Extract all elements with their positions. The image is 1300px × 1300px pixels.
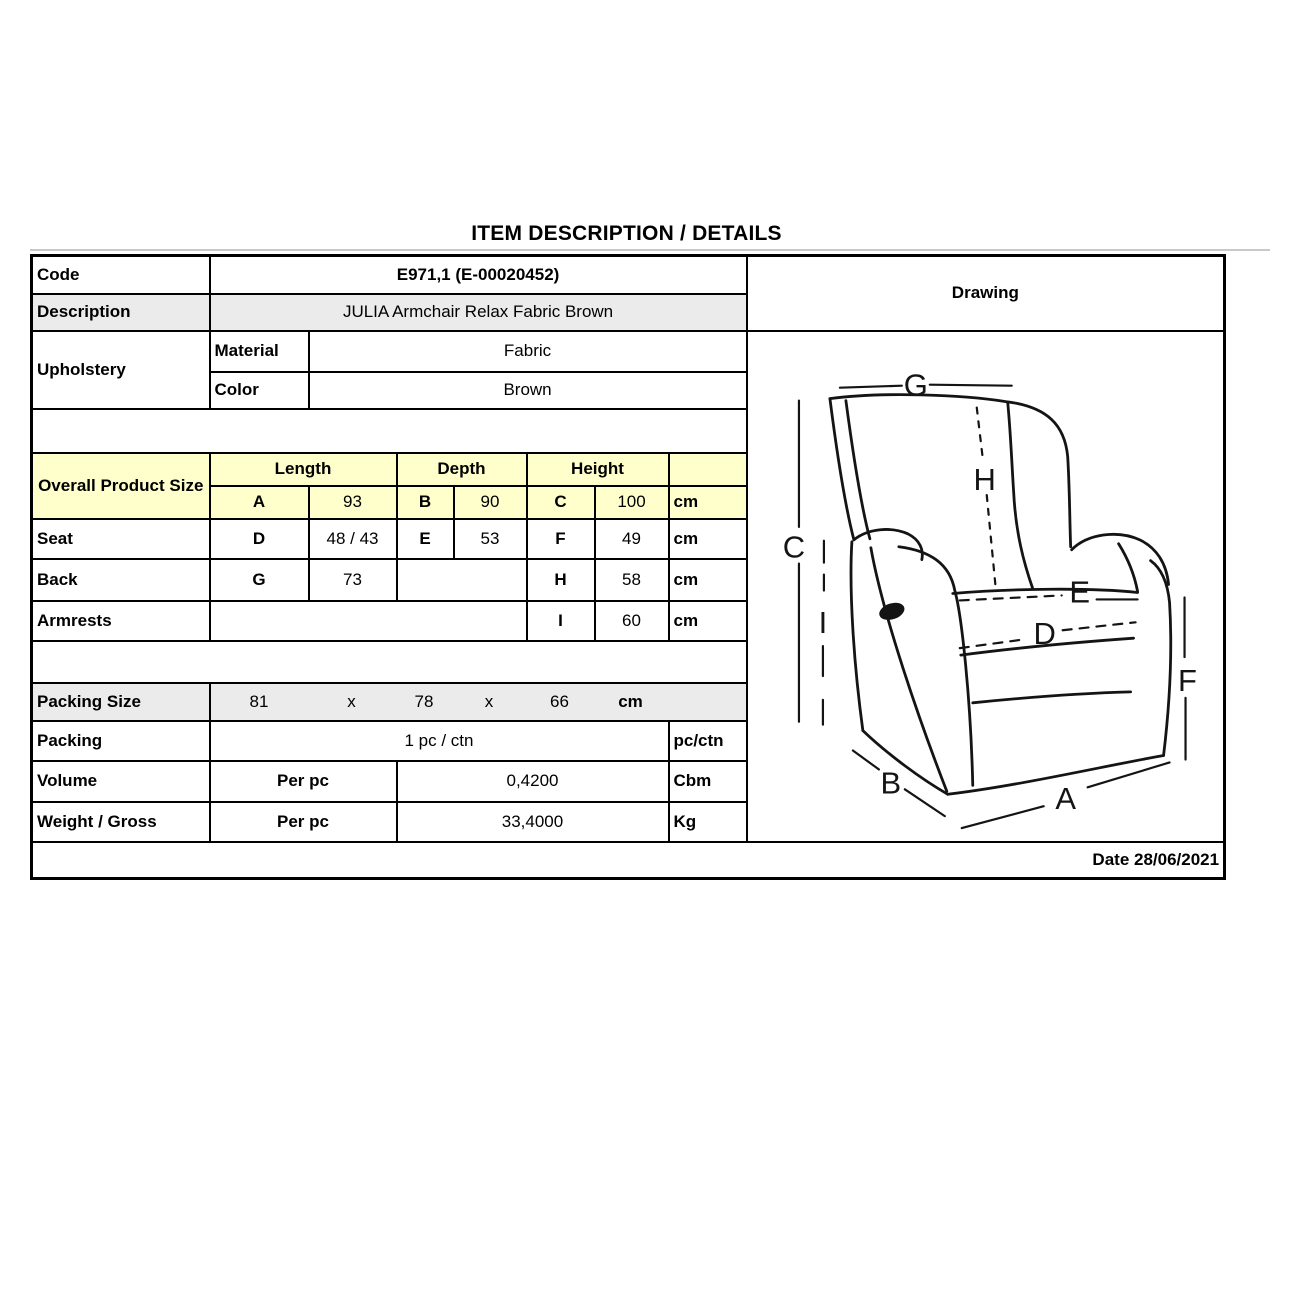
upholstery-label: Upholstery (32, 331, 210, 409)
back-depth-empty (397, 559, 527, 601)
volume-label: Volume (32, 761, 210, 802)
dim-label-B: B (880, 764, 901, 800)
weight-unit: Kg (669, 802, 747, 842)
armrests-label: Armrests (32, 601, 210, 641)
armrests-height-value: 60 (595, 601, 669, 641)
code-label: Code (32, 256, 210, 294)
packing-size-v3: 66 (550, 691, 569, 711)
spacer-row (32, 409, 747, 453)
armchair-outline (829, 394, 1170, 794)
volume-per: Per pc (210, 761, 397, 802)
size-header-length: Length (210, 453, 397, 486)
packing-size-unit: cm (618, 691, 643, 711)
size-section-label: Overall Product Size (32, 453, 210, 519)
size-header-depth: Depth (397, 453, 527, 486)
seat-length-value: 48 / 43 (309, 519, 397, 559)
dim-label-H: H (973, 461, 996, 497)
packing-size-values (210, 683, 747, 721)
seat-height-key: F (527, 519, 595, 559)
size-header-unit-spacer (669, 453, 747, 486)
color-value: Brown (309, 372, 747, 409)
overall-height-value: 100 (595, 486, 669, 519)
description-value: JULIA Armchair Relax Fabric Brown (210, 294, 747, 331)
dim-label-A: A (1054, 780, 1076, 816)
color-label: Color (210, 372, 309, 409)
spacer-row (32, 641, 747, 683)
armrests-unit: cm (669, 601, 747, 641)
packing-size-x1: x (347, 691, 356, 711)
description-label: Description (32, 294, 210, 331)
overall-length-key: A (210, 486, 309, 519)
packing-size-label: Packing Size (32, 683, 210, 721)
dim-label-G: G (903, 367, 928, 403)
packing-size-v1: 81 (249, 691, 269, 711)
armchair-drawing (748, 332, 1224, 841)
armrests-empty (210, 601, 527, 641)
dim-label-I: I (818, 604, 827, 640)
dim-label-E: E (1068, 573, 1090, 609)
overall-height-key: C (527, 486, 595, 519)
page-title: ITEM DESCRIPTION / DETAILS (471, 222, 782, 245)
weight-label: Weight / Gross (32, 802, 210, 842)
header-rule (30, 249, 1270, 251)
material-value: Fabric (309, 331, 747, 372)
back-height-key: H (527, 559, 595, 601)
overall-length-value: 93 (309, 486, 397, 519)
recliner-button-icon (877, 599, 907, 622)
seat-length-key: D (210, 519, 309, 559)
dim-label-F: F (1177, 662, 1197, 698)
code-value: E971,1 (E-00020452) (210, 256, 747, 294)
overall-unit: cm (669, 486, 747, 519)
back-length-key: G (210, 559, 309, 601)
packing-value: 1 pc / ctn (210, 721, 669, 761)
dim-label-C: C (782, 529, 805, 565)
packing-size-v2: 78 (414, 691, 434, 711)
packing-unit: pc/ctn (669, 721, 747, 761)
back-label: Back (32, 559, 210, 601)
seat-unit: cm (669, 519, 747, 559)
material-label: Material (210, 331, 309, 372)
spec-table (30, 254, 1226, 880)
volume-unit: Cbm (669, 761, 747, 802)
seat-label: Seat (32, 519, 210, 559)
overall-depth-key: B (397, 486, 454, 519)
packing-size-x2: x (484, 691, 494, 711)
seat-depth-value: 53 (454, 519, 527, 559)
date-row: Date 28/06/2021 (32, 842, 1225, 879)
back-height-value: 58 (595, 559, 669, 601)
overall-depth-value: 90 (454, 486, 527, 519)
back-unit: cm (669, 559, 747, 601)
packing-label: Packing (32, 721, 210, 761)
weight-value: 33,4000 (397, 802, 669, 842)
armrests-height-key: I (527, 601, 595, 641)
seat-depth-key: E (397, 519, 454, 559)
volume-value: 0,4200 (397, 761, 669, 802)
back-length-value: 73 (309, 559, 397, 601)
size-header-height: Height (527, 453, 669, 486)
drawing-header: Drawing (747, 256, 1225, 331)
drawing-cell (747, 331, 1225, 842)
weight-per: Per pc (210, 802, 397, 842)
seat-height-value: 49 (595, 519, 669, 559)
dim-label-D: D (1033, 615, 1056, 651)
